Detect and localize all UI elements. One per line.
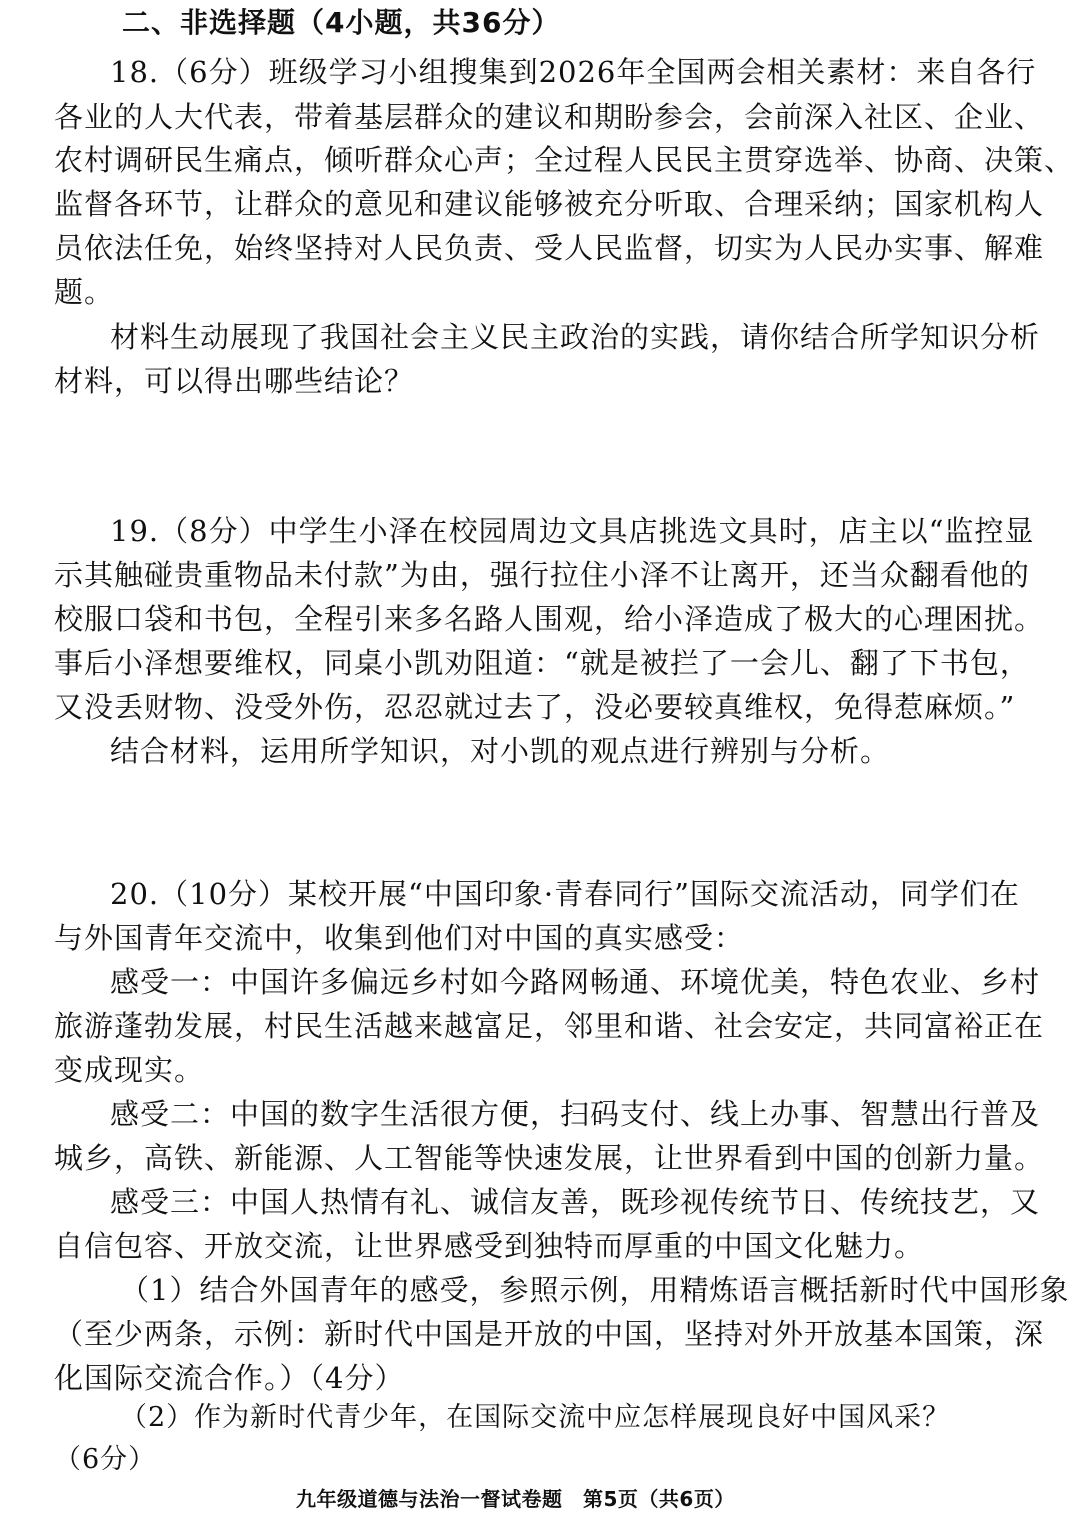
section-title: 二、非选择题（4小题，共36分）: [122, 6, 561, 39]
q18-line: 各业的人大代表，带着基层群众的建议和期盼参会，会前深入社区、企业、: [54, 100, 1045, 134]
q20-subquestion-1: （至少两条，示例：新时代中国是开放的中国，坚持对外开放基本国策，深: [54, 1317, 1045, 1351]
page-footer: 九年级道德与法治一督试卷题 第5页（共6页）: [296, 1487, 735, 1511]
q20-feeling-3: 感受三：中国人热情有礼、诚信友善，既珍视传统节日、传统技艺，又: [110, 1185, 1041, 1219]
q19-line: 校服口袋和书包，全程引来多名路人围观，给小泽造成了极大的心理困扰。: [54, 602, 1045, 636]
q20-line: 20.（10分）某校开展“中国印象·青春同行”国际交流活动，同学们在: [110, 877, 1020, 911]
q18-line: 员依法任免，始终坚持对人民负责、受人民监督，切实为人民办实事、解难: [54, 231, 1045, 265]
q18-line: 题。: [54, 275, 115, 309]
q19-line: 19.（8分）中学生小泽在校园周边文具店挑选文具时，店主以“监控显: [110, 514, 1035, 548]
q18-line: 18.（6分）班级学习小组搜集到2026年全国两会相关素材：来自各行: [110, 55, 1037, 89]
q20-feeling-1: 感受一：中国许多偏远乡村如今路网畅通、环境优美，特色农业、乡村: [110, 965, 1041, 999]
q20-line: 与外国青年交流中，收集到他们对中国的真实感受：: [54, 921, 745, 955]
q20-feeling-1: 变成现实。: [54, 1053, 205, 1087]
q20-subquestion-2-cont: （6分）: [54, 1444, 157, 1475]
q20-feeling-2: 感受二：中国的数字生活很方便，扫码支付、线上办事、智慧出行普及: [110, 1097, 1041, 1131]
q18-prompt: 材料，可以得出哪些结论？: [54, 364, 415, 398]
q20-feeling-2: 城乡，高铁、新能源、人工智能等快速发展，让世界看到中国的创新力量。: [54, 1141, 1045, 1175]
q18-prompt: 材料生动展现了我国社会主义民主政治的实践，请你结合所学知识分析: [110, 320, 1041, 354]
q19-line: 又没丢财物、没受外伤，忍忍就过去了，没必要较真维权，免得惹麻烦。”: [54, 690, 1016, 724]
q18-line: 农村调研民生痛点，倾听群众心声；全过程人民民主贯穿选举、协商、决策、: [54, 143, 1075, 177]
q19-prompt: 结合材料，运用所学知识，对小凯的观点进行辨别与分析。: [110, 734, 891, 768]
q20-feeling-3: 自信包容、开放交流，让世界感受到独特而厚重的中国文化魅力。: [54, 1229, 925, 1263]
q19-line: 事后小泽想要维权，同桌小凯劝阻道：“就是被拦了一会儿、翻了下书包，: [54, 646, 1030, 680]
q20-subquestion-1: 化国际交流合作。）（4分）: [54, 1361, 405, 1395]
q20-feeling-1: 旅游蓬勃发展，村民生活越来越富足，邻里和谐、社会安定，共同富裕正在: [54, 1009, 1045, 1043]
q20-subquestion-2: （2）作为新时代青少年，在国际交流中应怎样展现良好中国风采？: [120, 1402, 951, 1433]
q18-line: 监督各环节，让群众的意见和建议能够被充分听取、合理采纳；国家机构人: [54, 187, 1045, 221]
q19-line: 示其触碰贵重物品未付款”为由，强行拉住小泽不让离开，还当众翻看他的: [54, 558, 1030, 592]
q20-subquestion-1: （1）结合外国青年的感受，参照示例，用精炼语言概括新时代中国形象: [120, 1273, 1070, 1307]
